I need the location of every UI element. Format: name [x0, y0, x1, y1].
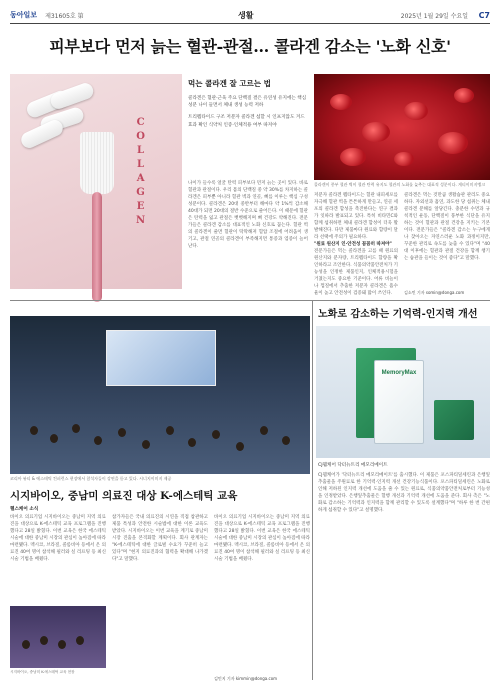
blood-vessel-photo: [314, 74, 490, 180]
letter: O: [136, 131, 145, 142]
column-divider: [312, 300, 313, 680]
capsule-pill: [49, 81, 96, 111]
article-text: 나이가 들수록 얼굴 탄력 피부보다 먼저 늙는 곳이 있다. 바로 혈관과 관절이다. 우리 몸의 단백질 중 약 30%를 차지하는 콜라겐은 피부뿐 아니라 혈관 벽과 연골, 뼈를 이루는 핵심 구성 성분이다. 콜라겐은 20대 중반부터 해마다 약 1%씩 감소해 40대가 되면 20대의 절반 수준으로 줄어든다. 이 때문에 혈관은 탄력을 잃고 관절은 뻣뻣해지며 뼈 건강도 약해진다. 전문가들은 콜라겐 감소를 대표적인 노화 신호로 꼽는다. 혈관 벽의 콜라겐이 줄면 혈관이 딱딱해져 혈압 조절에 어려움이 생기고, 관절 연골의 콜라겐이 부족해지면 통증과 염증이 늘어난다.: [188, 181, 308, 249]
article-subhead: "원료 원산지 인·안전성 꼼꼼히 따져야": [314, 242, 392, 247]
audience-head: [142, 440, 150, 449]
blood-cell: [438, 132, 468, 154]
person-head: [58, 640, 66, 649]
cgbio-byline: 김민지 기자 kimmin@donga.com: [214, 676, 278, 681]
letter: E: [136, 201, 145, 212]
memory-headline: 노화로 감소하는 기억력-인지력 개선: [318, 309, 478, 320]
blood-cell: [404, 102, 428, 120]
product-box: [434, 400, 474, 440]
issue-date: 2025년 1월 29일 수요일: [400, 12, 468, 20]
top-rule: [10, 23, 490, 24]
blood-cell: [340, 148, 366, 166]
conference-photo: [10, 316, 310, 474]
blood-cell: [362, 122, 390, 142]
audience-head: [166, 426, 174, 435]
article-text: CJ웰케어가 '닥터뉴트리 메모리메이트'를 출시했다. 이 제품은 포스파티딜세린과 은행잎추출물을 주원료로 한 기억력·인지력 개선 건강기능식품이다. 포스파티딜세린은 노화로 인해 저하된 인지력 개선에 도움을 줄 수 있는 원료로, 식품의약품안전처로부터 기능성을 인정받았다. 은행잎추출물은 혈행 개선과 기억력 개선에 도움을 준다. 회사 측은 "노화로 감소하는 기억력과 인지력을 함께 관리할 수 있도록 설계했다"며 "하루 한 번 간편하게 섭취할 수 있다"고 설명했다.: [318, 473, 490, 513]
letter: L: [137, 159, 145, 170]
article-column: [314, 192, 398, 296]
page-number: C7: [478, 10, 490, 20]
audience-head: [260, 426, 268, 435]
audience-head: [282, 436, 290, 445]
product-article: [318, 472, 490, 678]
cgbio-headline: 시지바이오, 중남미 의료진 대상 K-에스테틱 교육: [10, 490, 238, 502]
audience-head: [236, 442, 244, 451]
brush-handle: [92, 192, 102, 302]
section-label: 헬스케어 소식: [10, 507, 39, 512]
article-byline: 김소민 기자 somin@donga.com: [404, 290, 465, 295]
collagen-photo: [10, 74, 182, 289]
person-head: [40, 636, 48, 645]
brush-head: [80, 132, 114, 194]
side-heading: 먹는 콜라겐 잘 고르는 법: [188, 79, 271, 88]
person-head: [22, 640, 30, 649]
article-text: 콜라겐은 먹는 것만큼 생활습관 관리도 중요하다. 자외선과 흡연, 과도한 당 섭취는 체내 콜라겐 분해를 앞당긴다. 충분한 수면과 규칙적인 운동, 단백질이 풍부한 식단을 유지하는 것이 혈관과 관절 건강을 지키는 기본이다. 전문가들은 "콜라겐 감소는 누구에게나 찾아오는 자연스러운 노화 과정이지만, 꾸준한 관리로 속도를 늦출 수 있다"며 "40대 이후에는 혈관과 관절 건강을 함께 챙기는 습관을 들이는 것이 좋다"고 말했다.: [404, 193, 490, 261]
cgbio-column: [112, 514, 208, 678]
article-text: 바이오 의료기업 시지바이오는 중남미 지역 의료진을 대상으로 K-에스테틱 교육 프로그램을 진행했다고 28일 밝혔다. 이번 교육은 한국 에스테틱 시술에 대한 중남미 시장의 관심이 높아짐에 따라 마련됐다. 멕시코, 브라질, 콜롬비아 등에서 온 의료진 40여 명이 참석해 필러와 실 리프팅 등 최신 시술 기법을 배웠다.: [214, 515, 310, 562]
side-box: [188, 78, 308, 134]
masthead: [10, 9, 490, 21]
section-divider: [10, 300, 490, 301]
article-text: 전문가들은 먹는 콜라겐을 고를 때 원료의 원산지와 분자량, 트리펩타이드 함량을 확인하라고 조언한다. 식품의약품안전처가 기능성을 인정한 제품인지, 인체적용시험을 거쳤는지도 중요한 기준이다. 어류 비늘이나 껍질에서 추출한 저분자 콜라겐은 흡수율이 높고 안전성이 검증돼 많이 쓰인다.: [314, 249, 398, 296]
audience-head: [72, 424, 80, 433]
article-text: 바이오 의료기업 시지바이오는 중남미 지역 의료진을 대상으로 K-에스테틱 교육 프로그램을 진행했다고 28일 밝혔다. 이번 교육은 한국 에스테틱 시술에 대한 중남미 시장의 관심이 높아짐에 따라 마련됐다. 멕시코, 브라질, 콜롬비아 등에서 온 의료진 40여 명이 참석해 필러와 실 리프팅 등 최신 시술 기법을 배웠다.: [10, 515, 106, 562]
audience-head: [50, 434, 58, 443]
audience-head: [118, 428, 126, 437]
conference-caption: 코리아 뷰티 & 에스테틱 컨퍼런스 현장에서 참석자들이 강연을 듣고 있다. 시너지이미지 제공: [10, 476, 172, 481]
letter: A: [136, 173, 145, 184]
audience-head: [212, 430, 220, 439]
article-text: 참가자들은 국내 의료진의 시연을 직접 참관하고 제품 특성과 안전한 시술법에 대한 이론 교육도 받았다. 시지바이오는 이번 교육을 계기로 중남미 시장 진출을 본격화할 계획이다. 회사 관계자는 "K-에스테틱에 대한 글로벌 수요가 꾸준히 늘고 있다"며 "현지 의료진과의 협력을 확대해 나가겠다"고 말했다.: [112, 515, 208, 562]
audience-head: [94, 436, 102, 445]
article-text: 저분자 콜라겐 펩타이드는 혈관 내피세포를 자극해 혈관 벽을 튼튼하게 만들고, 연골 세포의 콜라겐 합성을 촉진한다는 연구 결과가 잇따라 발표되고 있다. 특히 비타민C와 함께 섭취하면 체내 콜라겐 합성이 더욱 활발해진다. 다만 제품마다 원료와 함량이 달라 선택에 주의가 필요하다.: [314, 193, 398, 240]
blood-cell: [394, 152, 414, 166]
main-headline: 피부보다 먼저 늙는 혈관-관절… 콜라겐 감소는 '노화 신호': [49, 37, 451, 56]
letter: N: [136, 215, 146, 226]
event-photo: [10, 606, 106, 668]
side-paragraph: 트리펩타이드 구조 저분자 콜라겐 섭할 시 인프지않도 겨드 효과 확인 식약처 인증·인체적용 여부 따져야: [188, 115, 305, 128]
product-photo: [316, 326, 490, 458]
collagen-letters: [136, 116, 145, 228]
product-caption: CJ웰케어 닥터뉴트리 메모리메이트: [318, 463, 388, 468]
article-column: [404, 192, 490, 288]
issue-number: 제31605호 第: [45, 12, 84, 20]
blood-cell: [454, 88, 474, 103]
section-name: 생활: [238, 10, 254, 20]
stage-screen: [106, 330, 216, 386]
side-paragraph: 콜라겐은 혈관·근육 주요 단백질 결은 유연성 유지에는 핵심 성분 나이 들면서 체내 생성 능력 저하: [188, 96, 307, 109]
vessel-caption: 콜라겐이 풍부 혈관 벽이 혈관 탄력 유지도 혈관의 노화를 늦추는 대표적 성분이다. 게티이미지뱅크: [314, 182, 486, 187]
audience-head: [30, 426, 38, 435]
audience-head: [188, 438, 196, 447]
letter: C: [136, 117, 145, 128]
cgbio-column: [214, 514, 310, 674]
event-caption: 시지바이오, 중남미 K-에스테틱 교육 현장: [10, 670, 75, 674]
article-column: [188, 180, 308, 288]
product-label: MemoryMax: [381, 370, 417, 376]
person-head: [76, 636, 84, 645]
cgbio-column: [10, 514, 106, 602]
paper-name: 동아일보: [10, 10, 38, 19]
blood-cell: [330, 94, 352, 110]
letter: G: [136, 187, 145, 198]
letter: L: [137, 145, 145, 156]
